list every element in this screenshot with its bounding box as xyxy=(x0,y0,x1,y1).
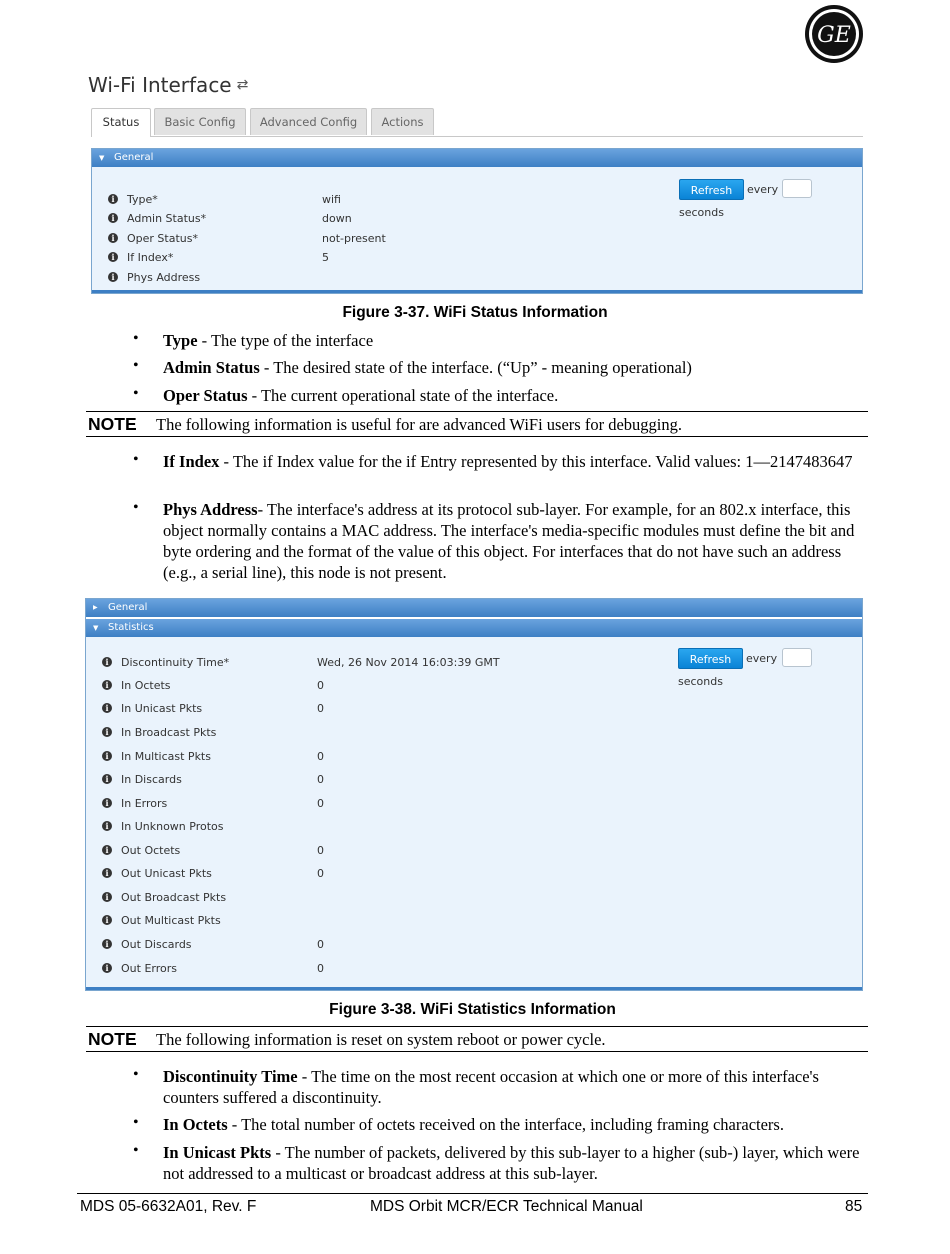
bullet-item xyxy=(163,1066,863,1108)
note-text: The following information is reset on system reboot or power cycle. xyxy=(156,1030,606,1049)
info-icon[interactable]: i xyxy=(108,194,118,204)
statistics-panel-title: Statistics xyxy=(108,622,154,633)
info-icon[interactable]: i xyxy=(102,845,112,855)
general-collapsed-title: General xyxy=(108,602,148,613)
expand-triangle-icon: ▼ xyxy=(99,154,105,162)
bullet-term: Admin Status xyxy=(163,358,260,377)
info-icon[interactable]: i xyxy=(102,774,112,784)
refresh-button[interactable]: Refresh xyxy=(679,179,744,200)
tab-status[interactable]: Status xyxy=(91,108,151,137)
info-icon[interactable]: i xyxy=(102,657,112,667)
page-title xyxy=(88,73,248,97)
row-label: Discontinuity Time* xyxy=(121,656,230,669)
refresh-icon[interactable]: ⇄ xyxy=(236,77,249,93)
bullet-term: In Octets xyxy=(163,1115,228,1134)
row-value: 0 xyxy=(317,773,324,786)
note-tag: NOTE xyxy=(88,1029,137,1049)
general-panel-body xyxy=(92,167,862,290)
expand-triangle-icon: ▼ xyxy=(93,624,99,632)
bullet-text: - The if Index value for the if Entry represented by this interface. Valid values: 1—2147483647 xyxy=(219,452,853,471)
bullet-term: If Index xyxy=(163,452,220,471)
general-panel-header[interactable] xyxy=(92,149,862,167)
bullet-item xyxy=(163,357,863,378)
bullet-dot: • xyxy=(133,357,139,374)
bullet-item xyxy=(163,1142,863,1184)
tab-bar xyxy=(91,108,863,137)
bullet-item xyxy=(163,499,857,583)
bullet-item xyxy=(163,330,863,351)
info-icon[interactable]: i xyxy=(108,213,118,223)
bullet-dot: • xyxy=(133,1066,139,1083)
bullet-dot: • xyxy=(133,1142,139,1159)
bullet-text: - The desired state of the interface. (“Up” - meaning operational) xyxy=(259,358,692,377)
row-label: Out Unicast Pkts xyxy=(121,867,212,880)
info-icon[interactable]: i xyxy=(102,680,112,690)
bullet-term: Oper Status xyxy=(163,386,248,405)
note-box-1 xyxy=(86,411,868,437)
info-icon[interactable]: i xyxy=(102,939,112,949)
footer-doc-number: MDS 05-6632A01, Rev. F xyxy=(80,1198,257,1215)
note-tag: NOTE xyxy=(88,414,137,434)
tab-advanced-config[interactable]: Advanced Config xyxy=(250,108,367,135)
row-value: not-present xyxy=(322,232,386,245)
row-label: If Index* xyxy=(127,251,174,264)
info-icon[interactable]: i xyxy=(102,963,112,973)
bullet-term: Phys Address xyxy=(163,500,258,519)
bullet-dot: • xyxy=(133,451,139,468)
tab-actions[interactable]: Actions xyxy=(371,108,434,135)
info-icon[interactable]: i xyxy=(102,751,112,761)
row-value: 0 xyxy=(317,962,324,975)
every-label: every xyxy=(746,652,778,665)
bullet-text: - The current operational state of the interface. xyxy=(247,386,559,405)
row-label: In Octets xyxy=(121,679,171,692)
ge-logo xyxy=(804,4,864,64)
row-value: 0 xyxy=(317,938,324,951)
bullet-dot: • xyxy=(133,330,139,347)
row-label: In Broadcast Pkts xyxy=(121,726,217,739)
row-label: Out Errors xyxy=(121,962,177,975)
every-label: every xyxy=(747,183,779,196)
row-value: 0 xyxy=(317,679,324,692)
refresh-interval-input[interactable] xyxy=(782,648,812,667)
footer-manual-title: MDS Orbit MCR/ECR Technical Manual xyxy=(370,1198,643,1215)
row-value: 0 xyxy=(317,844,324,857)
seconds-label: seconds xyxy=(678,675,723,688)
row-value: 0 xyxy=(317,867,324,880)
page-title-text: Wi-Fi Interface xyxy=(88,73,232,97)
bullet-term: Discontinuity Time xyxy=(163,1067,298,1086)
row-label: In Multicast Pkts xyxy=(121,750,211,763)
row-value: 0 xyxy=(317,750,324,763)
logo-text: GE xyxy=(817,23,851,48)
row-value: 0 xyxy=(317,702,324,715)
row-label: Phys Address xyxy=(127,271,201,284)
row-label: In Errors xyxy=(121,797,168,810)
refresh-button[interactable]: Refresh xyxy=(678,648,743,669)
bullet-term: Type xyxy=(163,331,198,350)
statistics-panel xyxy=(85,598,863,991)
row-label: In Unicast Pkts xyxy=(121,702,203,715)
info-icon[interactable]: i xyxy=(102,798,112,808)
note-text: The following information is useful for are advanced WiFi users for debugging. xyxy=(156,415,682,434)
panel-bottom-bar xyxy=(86,987,862,990)
figure-caption-2: Figure 3-38. WiFi Statistics Information xyxy=(329,1001,616,1018)
info-icon[interactable]: i xyxy=(102,703,112,713)
bullet-dot: • xyxy=(133,499,139,516)
bullet-item xyxy=(163,385,863,406)
statistics-panel-header[interactable] xyxy=(86,619,862,637)
footer-page-number: 85 xyxy=(845,1198,863,1215)
bullet-item xyxy=(163,1114,868,1135)
row-label: In Unknown Protos xyxy=(121,820,224,833)
bullet-term: In Unicast Pkts xyxy=(163,1143,272,1162)
collapse-triangle-icon: ▶ xyxy=(93,604,98,611)
seconds-label: seconds xyxy=(679,206,724,219)
row-value: 5 xyxy=(322,251,329,264)
info-icon[interactable]: i xyxy=(102,915,112,925)
bullet-text: - The number of packets, delivered by this sub-layer to a higher (sub-) layer, which were not addressed to a multicast or broadcast address at this sub-layer. xyxy=(163,1143,860,1183)
bullet-dot: • xyxy=(133,1114,139,1131)
refresh-interval-input[interactable] xyxy=(782,179,812,198)
info-icon[interactable]: i xyxy=(108,272,118,282)
bullet-text: - The time on the most recent occasion at which one or more of this interface's counters suffered a discontinuity. xyxy=(163,1067,819,1107)
bullet-item xyxy=(163,451,863,472)
row-value: 0 xyxy=(317,797,324,810)
row-label: Out Multicast Pkts xyxy=(121,914,221,927)
footer-rule xyxy=(77,1193,868,1194)
bullet-text: - The total number of octets received on the interface, including framing characters. xyxy=(227,1115,784,1134)
bullet-dot: • xyxy=(133,385,139,402)
note-box-2 xyxy=(86,1026,868,1052)
row-label: In Discards xyxy=(121,773,182,786)
row-label: Admin Status* xyxy=(127,212,207,225)
panel-bottom-bar xyxy=(92,290,862,293)
bullet-text: - The interface's address at its protocol sub-layer. For example, for an 802.x interface, this object normally contains a MAC address. The interface's media-specific modules must define the bit and byte ordering and the format of the value of this object. For interfaces that do not have such an address (e.g., a serial line), this node is not present. xyxy=(163,500,855,582)
figure-caption-1: Figure 3-37. WiFi Status Information xyxy=(342,304,608,321)
row-value: down xyxy=(322,212,352,225)
info-icon[interactable]: i xyxy=(102,868,112,878)
info-icon[interactable]: i xyxy=(102,821,112,831)
tab-basic-config[interactable]: Basic Config xyxy=(154,108,246,135)
info-icon[interactable]: i xyxy=(108,233,118,243)
info-icon[interactable]: i xyxy=(102,892,112,902)
row-label: Out Octets xyxy=(121,844,181,857)
general-panel xyxy=(91,148,863,294)
info-icon[interactable]: i xyxy=(102,727,112,737)
info-icon[interactable]: i xyxy=(108,252,118,262)
row-label: Oper Status* xyxy=(127,232,198,245)
bullet-text: - The type of the interface xyxy=(197,331,374,350)
general-panel-title: General xyxy=(114,152,154,163)
row-label: Out Broadcast Pkts xyxy=(121,891,227,904)
row-value: Wed, 26 Nov 2014 16:03:39 GMT xyxy=(317,656,500,669)
row-label: Out Discards xyxy=(121,938,192,951)
statistics-panel-body xyxy=(86,637,862,987)
row-label: Type* xyxy=(127,193,158,206)
row-value: wifi xyxy=(322,193,341,206)
general-collapsed-header[interactable] xyxy=(86,599,862,617)
